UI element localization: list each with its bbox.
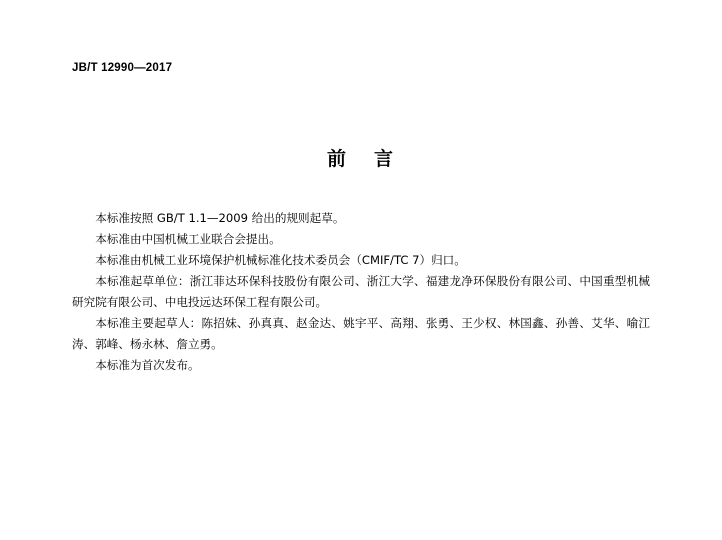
paragraph: 本标准由中国机械工业联合会提出。 xyxy=(95,232,281,246)
paragraph: 本标准为首次发布。 xyxy=(95,358,200,372)
page-title-second-char: 言 xyxy=(374,148,396,170)
foreword-body xyxy=(72,208,650,376)
page-title-first-char: 前 xyxy=(326,148,348,170)
paragraph: 本标准由机械工业环境保护机械标准化技术委员会（CMIF/TC 7）归口。 xyxy=(95,253,466,267)
paragraph: 本标准起草单位：浙江菲达环保科技股份有限公司、浙江大学、福建龙净环保股份有限公司、中国重型机械研究院有限公司、中电投远达环保工程有限公司。 xyxy=(72,274,650,309)
standard-number: JB/T 12990—2017 xyxy=(72,62,173,74)
page-title xyxy=(0,144,722,171)
paragraph: 本标准主要起草人：陈招妹、孙真真、赵金达、姚宇平、高翔、张勇、王少权、林国鑫、孙善、艾华、喻江涛、郭峰、杨永林、詹立勇。 xyxy=(72,316,650,351)
paragraph: 本标准按照 GB/T 1.1—2009 给出的规则起草。 xyxy=(95,211,345,225)
